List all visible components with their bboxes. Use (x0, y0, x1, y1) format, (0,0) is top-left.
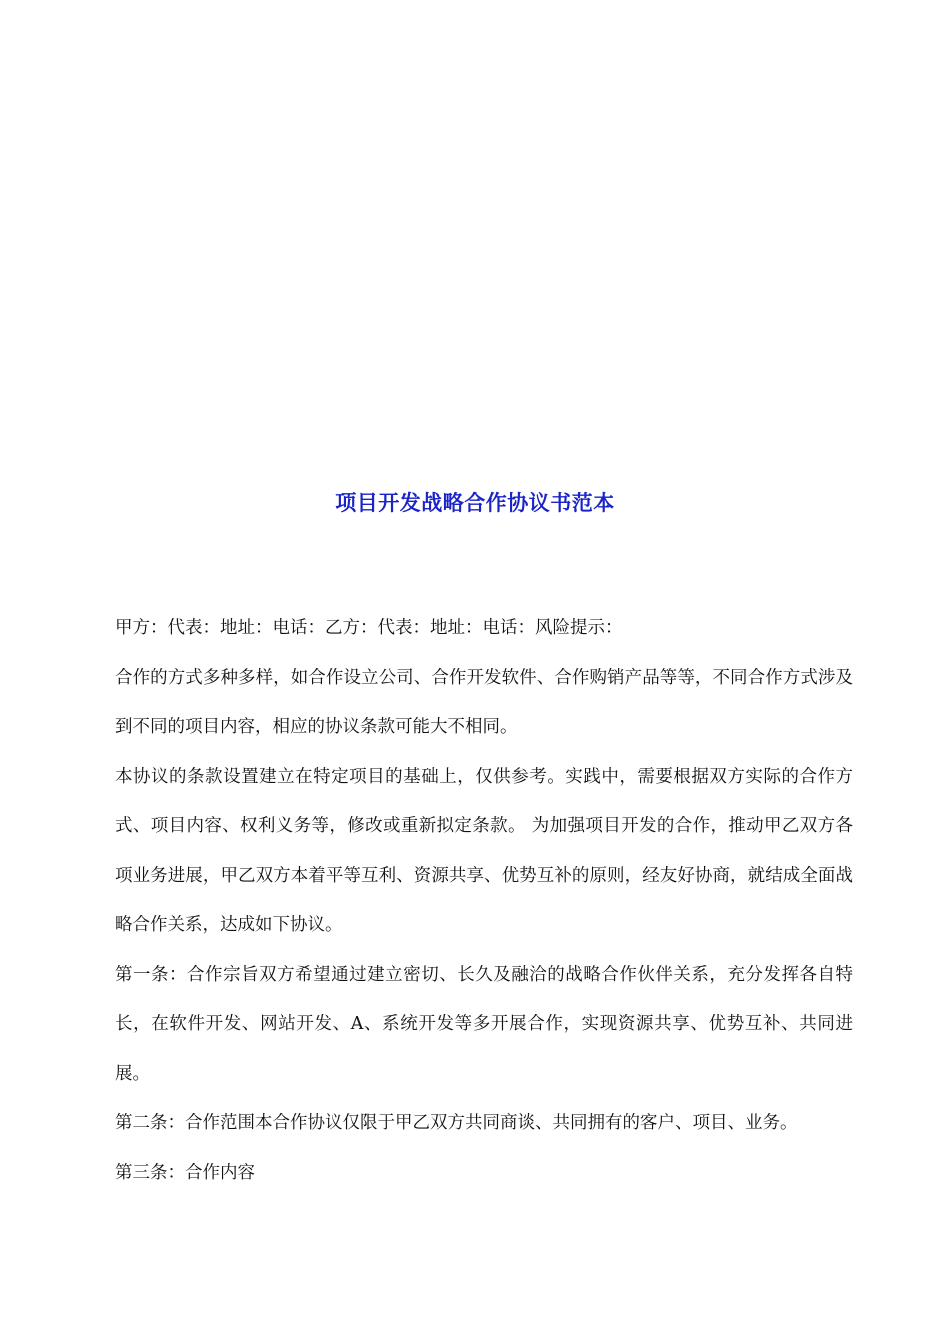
paragraph-article-1: 第一条：合作宗旨双方希望通过建立密切、长久及融洽的战略合作伙伴关系，充分发挥各自特长，在软件开发、网站开发、A、系统开发等多开展合作，实现资源共享、优势互补、共同进展。 (115, 964, 853, 1084)
paragraph-parties: 甲方：代表：地址：电话：乙方：代表：地址：电话：风险提示： (115, 618, 623, 638)
document-body (115, 604, 853, 1198)
paragraph-preamble: 本协议的条款设置建立在特定项目的基础上，仅供参考。实践中，需要根据双方实际的合作方式、项目内容、权利义务等，修改或重新拟定条款。 为加强项目开发的合作，推动甲乙双方各项业务进展，甲乙双方本着平等互利、资源共享、优势互补的原则，经友好协商，就结成全面战略合作关系，达成如下协议。 (115, 766, 853, 935)
paragraph-article-3: 第三条：合作内容 (115, 1162, 255, 1183)
document-title: 项目开发战略合作协议书范本 (335, 491, 615, 515)
paragraph-article-2: 第二条：合作范围本合作协议仅限于甲乙双方共同商谈、共同拥有的客户、项目、业务。 (115, 1113, 798, 1133)
paragraph-risk-note: 合作的方式多种多样，如合作设立公司、合作开发软件、合作购销产品等等，不同合作方式涉及到不同的项目内容，相应的协议条款可能大不相同。 (115, 667, 853, 737)
